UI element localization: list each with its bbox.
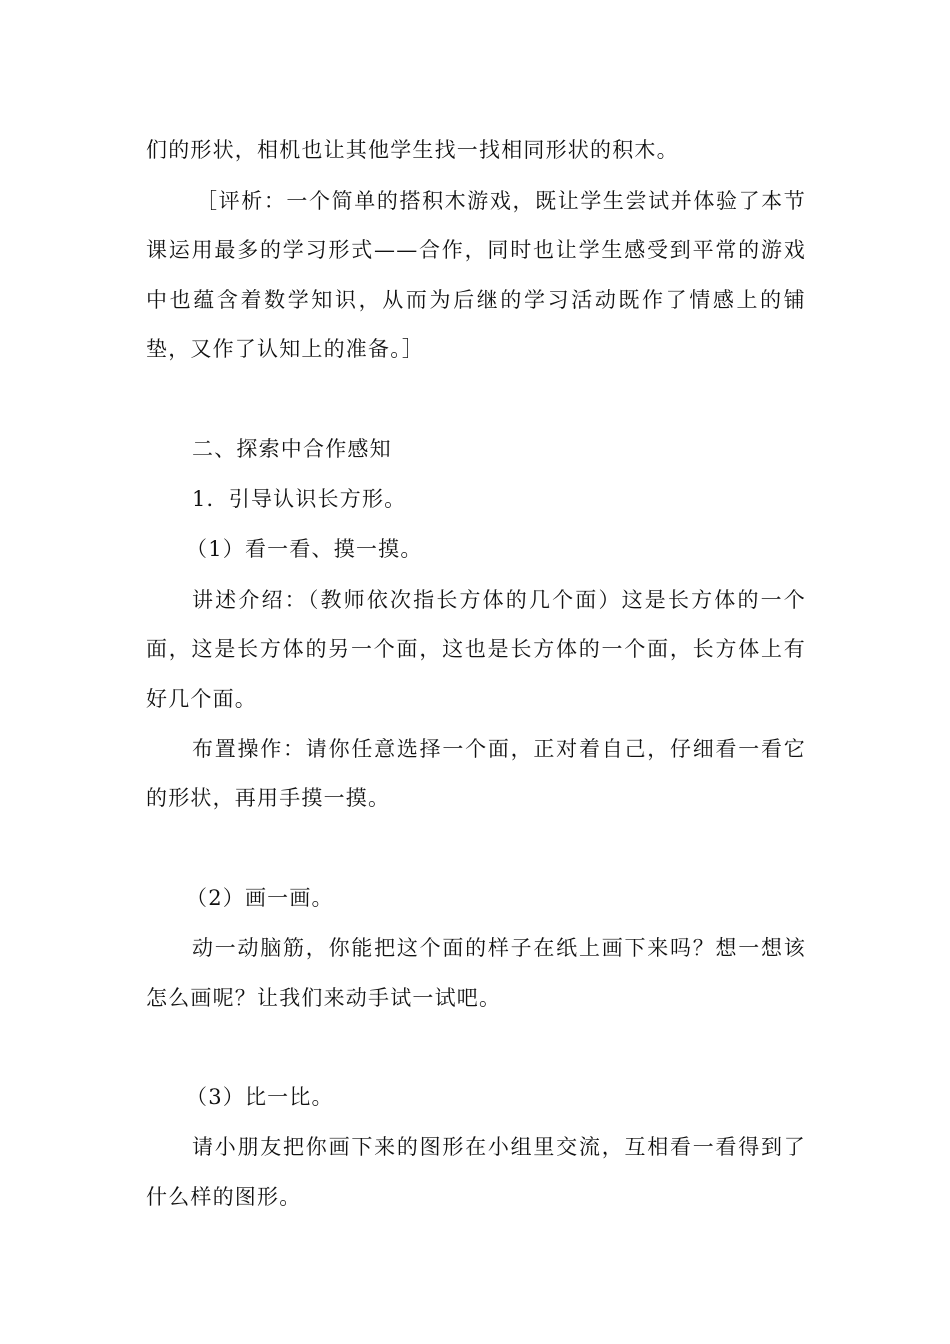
draw-line: 怎么画呢？让我们来动手试一试吧。 (146, 986, 502, 1010)
comment-line: 垫，又作了认知上的准备。］ (146, 337, 425, 361)
intro-line: 讲述介绍：（教师依次指长方体的几个面）这是长方体的一个 (192, 588, 806, 612)
task-line: 的形状，再用手摸一摸。 (146, 786, 391, 810)
task-line: 布置操作：请你任意选择一个面，正对着自己，仔细看一看它 (192, 737, 806, 761)
section-heading: 二、探索中合作感知 (192, 437, 392, 461)
sub-heading: （2）画一画。 (186, 886, 334, 910)
compare-line: 什么样的图形。 (146, 1185, 302, 1209)
sub-heading: （3）比一比。 (186, 1085, 334, 1109)
sub-heading: （1）看一看、摸一摸。 (186, 537, 423, 561)
paragraph-continuation: 们的形状，相机也让其他学生找一找相同形状的积木。 (146, 138, 679, 162)
intro-line: 面，这是长方体的另一个面，这也是长方体的一个面，长方体上有 (146, 637, 806, 661)
comment-line: ［评析：一个简单的搭积木游戏，既让学生尝试并体验了本节 (196, 189, 806, 213)
item-heading: 1．引导认识长方形。 (192, 487, 407, 511)
compare-line: 请小朋友把你画下来的图形在小组里交流，互相看一看得到了 (192, 1135, 806, 1159)
intro-line: 好几个面。 (146, 687, 257, 711)
draw-line: 动一动脑筋，你能把这个面的样子在纸上画下来吗？想一想该 (192, 936, 806, 960)
comment-line: 课运用最多的学习形式——合作，同时也让学生感受到平常的游戏 (146, 238, 806, 262)
comment-line: 中也蕴含着数学知识，从而为后继的学习活动既作了情感上的铺 (146, 288, 806, 312)
